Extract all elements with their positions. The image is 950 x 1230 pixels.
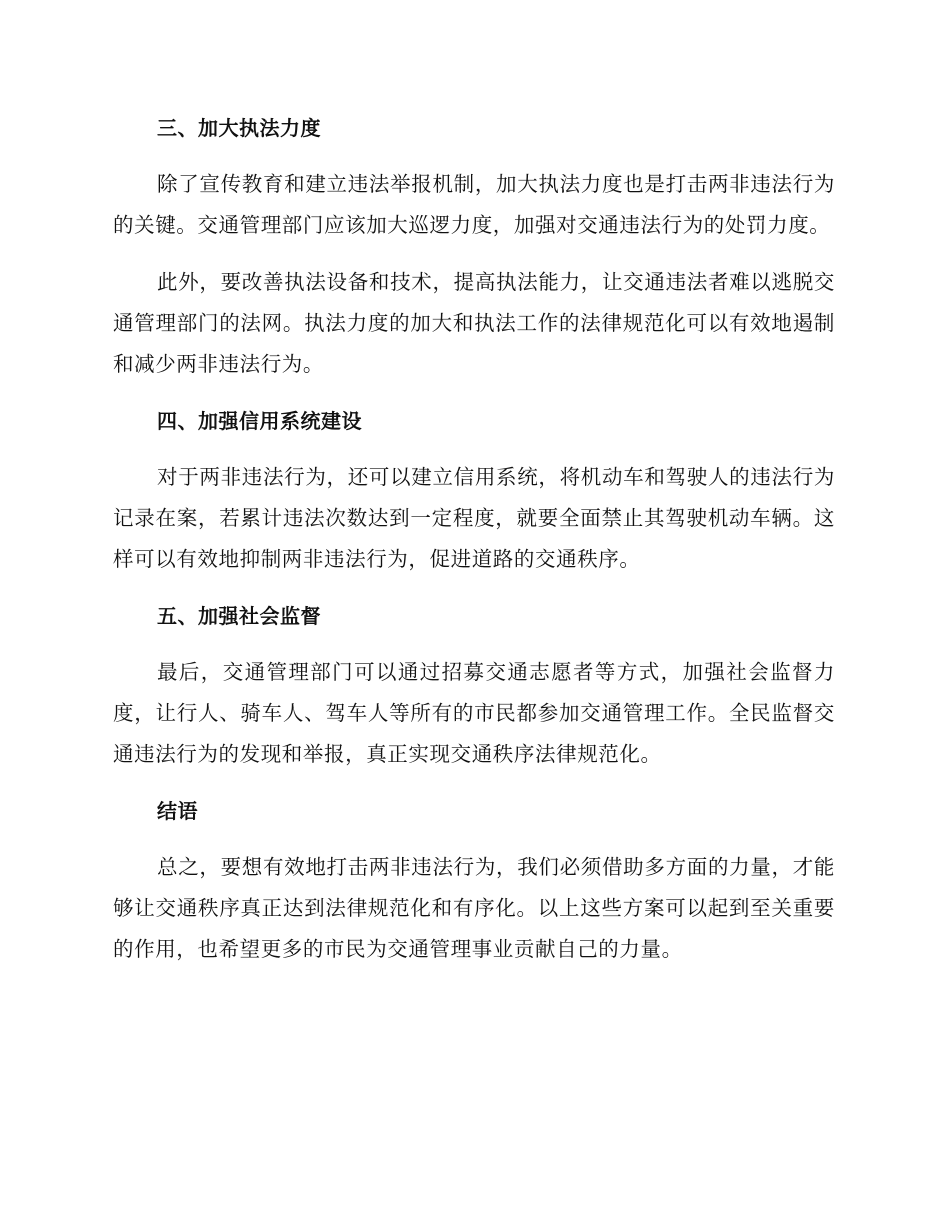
paragraph: 对于两非违法行为，还可以建立信用系统，将机动车和驾驶人的违法行为记录在案，若累计违法次数达到一定程度，就要全面禁止其驾驶机动车辆。这样可以有效地抑制两非违法行为，促进道路的交通秩序。 — [113, 465, 835, 571]
section-heading-conclusion: 结语 — [157, 799, 198, 823]
section-heading-social-supervision: 五、加强社会监督 — [157, 604, 321, 628]
paragraph: 除了宣传教育和建立违法举报机制，加大执法力度也是打击两非违法行为的关键。交通管理部门应该加大巡逻力度，加强对交通违法行为的处罚力度。 — [113, 172, 835, 237]
paragraph: 总之，要想有效地打击两非违法行为，我们必须借助多方面的力量，才能够让交通秩序真正达到法律规范化和有序化。以上这些方案可以起到至关重要的作用，也希望更多的市民为交通管理事业贡献自己的力量。 — [113, 855, 835, 961]
paragraph: 此外，要改善执法设备和技术，提高执法能力，让交通违法者难以逃脱交通管理部门的法网。执法力度的加大和执法工作的法律规范化可以有效地遏制和减少两非违法行为。 — [113, 270, 835, 376]
document-body — [113, 108, 835, 986]
section-heading-credit-system: 四、加强信用系统建设 — [157, 409, 362, 433]
paragraph: 最后，交通管理部门可以通过招募交通志愿者等方式，加强社会监督力度，让行人、骑车人、驾车人等所有的市民都参加交通管理工作。全民监督交通违法行为的发现和举报，真正实现交通秩序法律规范化。 — [113, 660, 835, 766]
section-heading-enforcement: 三、加大执法力度 — [157, 116, 321, 140]
